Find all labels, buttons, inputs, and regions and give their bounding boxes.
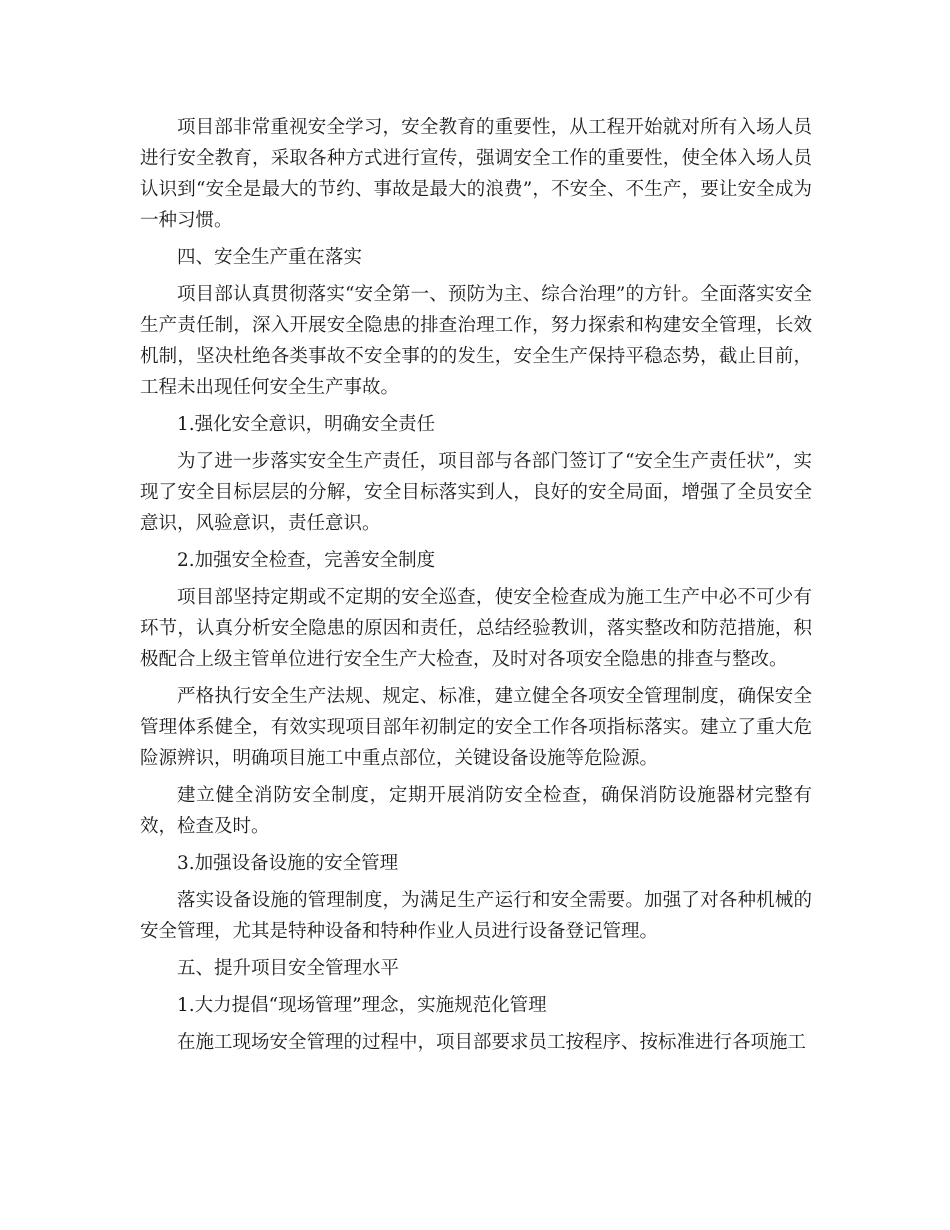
subheading-5-1: 1.大力提倡“现场管理”理念，实施规范化管理	[177, 995, 547, 1016]
section-heading-5: 五、提升项目安全管理水平	[177, 958, 400, 979]
paragraph-inspection: 项目部坚持定期或不定期的安全巡查，使安全检查成为施工生产中必不可少有环节，认真分析安全隐患的原因和责任，总结经验教训，落实整改和防范措施，积极配合上级主管单位进行安全生产大检查，及时对各项安全隐患的排查与整改。	[140, 587, 812, 670]
paragraph-responsibility: 为了进一步落实安全生产责任，项目部与各部门签订了“安全生产责任状”，实现了安全目标层层的分解，安全目标落实到人，良好的安全局面，增强了全员安全意识，风验意识，责任意识。	[140, 451, 812, 534]
paragraph-fire-safety: 建立健全消防安全制度，定期开展消防安全检查，确保消防设施器材完整有效，检查及时。	[140, 785, 812, 837]
document-page	[140, 112, 812, 1064]
subheading-4-3: 3.加强设备设施的安全管理	[177, 853, 399, 874]
subheading-4-2: 2.加强安全检查，完善安全制度	[177, 550, 436, 571]
paragraph-safety-education: 项目部非常重视安全学习，安全教育的重要性，从工程开始就对所有入场人员进行安全教育，采取各种方式进行宣传，强调安全工作的重要性，使全体入场人员认识到“安全是最大的节约、事故是最大的浪费”，不安全、不生产，要让安全成为一种习惯。	[140, 117, 812, 231]
paragraph-equipment: 落实设备设施的管理制度，为满足生产运行和安全需要。加强了对各种机械的安全管理，尤其是特种设备和特种作业人员进行设备登记管理。	[140, 890, 812, 942]
subheading-4-1: 1.强化安全意识，明确安全责任	[177, 414, 436, 435]
section-heading-4: 四、安全生产重在落实	[177, 247, 363, 268]
paragraph-safety-policy: 项目部认真贯彻落实“安全第一、预防为主、综合治理”的方针。全面落实安全生产责任制，深入开展安全隐患的排查治理工作，努力探索和构建安全管理，长效机制，坚决杜绝各类事故不安全事的的发生，安全生产保持平稳态势，截止目前，工程未出现任何安全生产事故。	[140, 284, 812, 398]
paragraph-regulations: 严格执行安全生产法规、规定、标准，建立健全各项安全管理制度，确保安全管理体系健全，有效实现项目部年初制定的安全工作各项指标落实。建立了重大危险源辨识，明确项目施工中重点部位，关键设备设施等危险源。	[140, 686, 812, 769]
paragraph-site-management: 在施工现场安全管理的过程中，项目部要求员工按程序、按标准进行各项施工	[177, 1032, 807, 1053]
